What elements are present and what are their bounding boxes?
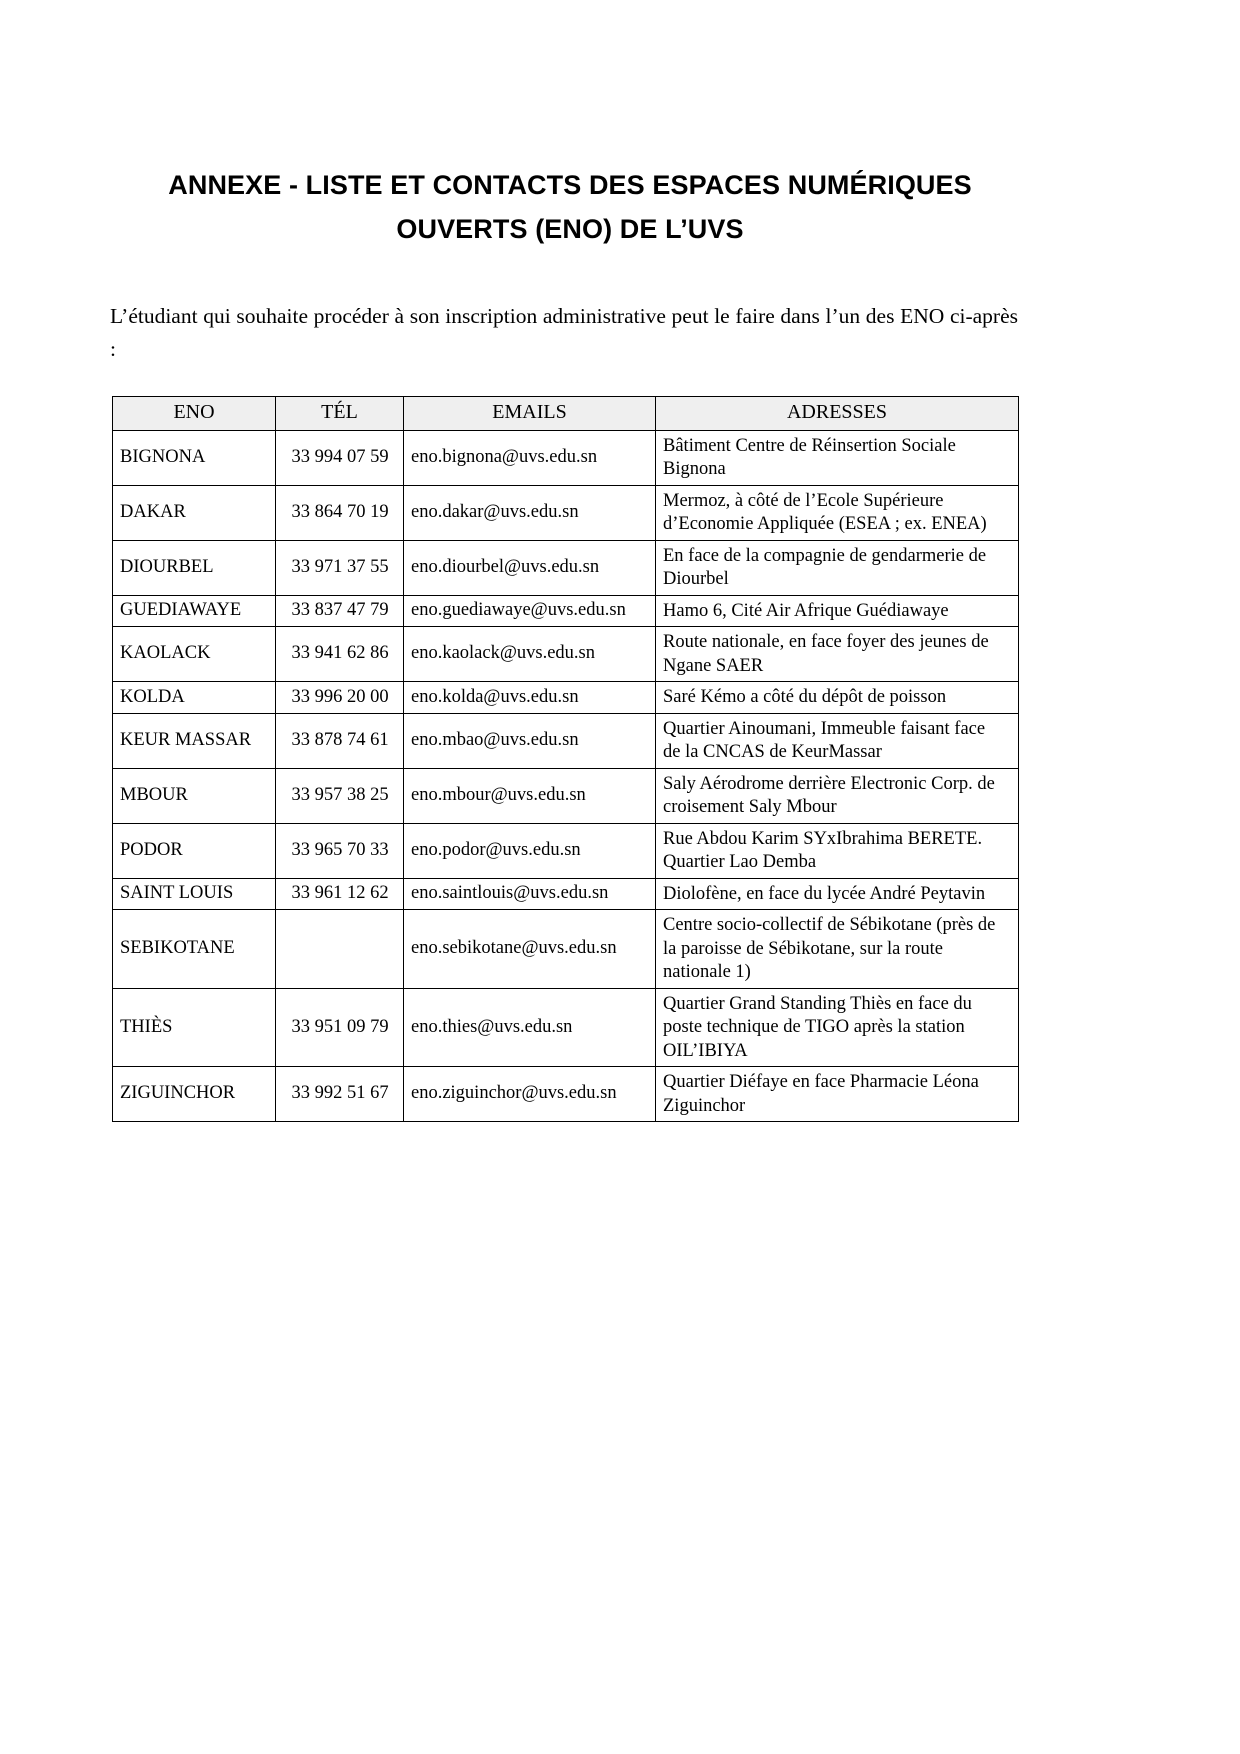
column-header-tel: TÉL — [276, 397, 404, 431]
address-line: Saré Kémo a côté du dépôt de poisson — [663, 687, 947, 707]
table-row — [113, 878, 1019, 910]
table-row — [113, 540, 1019, 595]
cell-address — [656, 878, 1019, 910]
table-body — [113, 430, 1019, 1122]
table-row — [113, 823, 1019, 878]
address-line: Quartier Lao Demba — [663, 852, 817, 872]
eno-contacts-table — [112, 396, 1019, 1122]
table-row — [113, 713, 1019, 768]
cell-address — [656, 713, 1019, 768]
table-row — [113, 595, 1019, 627]
table-row — [113, 430, 1019, 485]
cell-eno-name: DAKAR — [113, 485, 276, 540]
cell-email: eno.podor@uvs.edu.sn — [404, 823, 656, 878]
cell-address — [656, 1067, 1019, 1122]
cell-phone: 33 957 38 25 — [276, 768, 404, 823]
cell-phone: 33 965 70 33 — [276, 823, 404, 878]
cell-address — [656, 485, 1019, 540]
cell-address — [656, 768, 1019, 823]
cell-address — [656, 595, 1019, 627]
cell-email: eno.mbao@uvs.edu.sn — [404, 713, 656, 768]
cell-eno-name: KEUR MASSAR — [113, 713, 276, 768]
table-row — [113, 910, 1019, 989]
column-header-eno: ENO — [113, 397, 276, 431]
table-row — [113, 768, 1019, 823]
cell-phone: 33 971 37 55 — [276, 540, 404, 595]
address-line: Route nationale, en face foyer des jeunes de — [663, 632, 989, 652]
cell-eno-name: BIGNONA — [113, 430, 276, 485]
cell-email: eno.saintlouis@uvs.edu.sn — [404, 878, 656, 910]
cell-phone: 33 864 70 19 — [276, 485, 404, 540]
cell-email: eno.kolda@uvs.edu.sn — [404, 682, 656, 714]
cell-eno-name: SAINT LOUIS — [113, 878, 276, 910]
cell-address — [656, 988, 1019, 1067]
cell-address — [656, 430, 1019, 485]
address-line: Diourbel — [663, 569, 729, 589]
address-line: Bâtiment Centre de Réinsertion Sociale — [663, 435, 956, 456]
cell-email: eno.dakar@uvs.edu.sn — [404, 485, 656, 540]
address-line: Diolofène, en face du lycée André Peytavin — [663, 883, 986, 904]
table-row — [113, 485, 1019, 540]
address-line: Rue Abdou Karim SYxIbrahima BERETE. — [663, 828, 983, 849]
cell-eno-name: DIOURBEL — [113, 540, 276, 595]
eno-table-container — [112, 396, 1018, 1122]
cell-phone: 33 837 47 79 — [276, 595, 404, 627]
cell-phone: 33 951 09 79 — [276, 988, 404, 1067]
cell-email: eno.mbour@uvs.edu.sn — [404, 768, 656, 823]
address-line: de la CNCAS de KeurMassar — [663, 742, 882, 762]
cell-email: eno.diourbel@uvs.edu.sn — [404, 540, 656, 595]
cell-phone: 33 992 51 67 — [276, 1067, 404, 1122]
cell-phone: 33 941 62 86 — [276, 627, 404, 682]
address-line: d’Economie Appliquée (ESEA ; ex. ENEA) — [663, 514, 987, 534]
address-line: croisement Saly Mbour — [663, 797, 837, 817]
address-line: Quartier Diéfaye en face Pharmacie Léona — [663, 1072, 979, 1092]
cell-eno-name: KOLDA — [113, 682, 276, 714]
cell-eno-name: GUEDIAWAYE — [113, 595, 276, 627]
table-header-row — [113, 397, 1019, 431]
address-line: Quartier Ainoumani, Immeuble faisant face — [663, 718, 986, 739]
address-line: nationale 1) — [663, 962, 751, 982]
cell-address — [656, 540, 1019, 595]
cell-email: eno.kaolack@uvs.edu.sn — [404, 627, 656, 682]
address-line: Centre socio-collectif de Sébikotane (près de — [663, 915, 996, 935]
table-header — [113, 397, 1019, 431]
cell-eno-name: ZIGUINCHOR — [113, 1067, 276, 1122]
cell-eno-name: THIÈS — [113, 988, 276, 1067]
address-line: poste technique de TIGO après la station — [663, 1017, 965, 1037]
cell-eno-name: MBOUR — [113, 768, 276, 823]
cell-phone: 33 878 74 61 — [276, 713, 404, 768]
cell-phone: 33 994 07 59 — [276, 430, 404, 485]
table-row — [113, 1067, 1019, 1122]
column-header-emails: EMAILS — [404, 397, 656, 431]
address-line: Bignona — [663, 459, 726, 479]
cell-email: eno.sebikotane@uvs.edu.sn — [404, 910, 656, 989]
intro-paragraph: L’étudiant qui souhaite procéder à son inscription administrative peut le faire dans l’un des ENO ci-après : — [110, 303, 1018, 361]
cell-email: eno.bignona@uvs.edu.sn — [404, 430, 656, 485]
address-line: Quartier Grand Standing Thiès en face du — [663, 993, 972, 1014]
cell-email: eno.guediawaye@uvs.edu.sn — [404, 595, 656, 627]
cell-phone: 33 961 12 62 — [276, 878, 404, 910]
cell-email: eno.ziguinchor@uvs.edu.sn — [404, 1067, 656, 1122]
cell-eno-name: SEBIKOTANE — [113, 910, 276, 989]
cell-address — [656, 910, 1019, 989]
address-line: Mermoz, à côté de l’Ecole Supérieure — [663, 490, 944, 511]
cell-address — [656, 627, 1019, 682]
cell-phone — [276, 910, 404, 989]
cell-eno-name: PODOR — [113, 823, 276, 878]
cell-address — [656, 682, 1019, 714]
column-header-adresses: ADRESSES — [656, 397, 1019, 431]
cell-address — [656, 823, 1019, 878]
address-line: En face de la compagnie de gendarmerie de — [663, 545, 987, 566]
page-title: ANNEXE - LISTE ET CONTACTS DES ESPACES NUMÉRIQUES OUVERTS (ENO) DE L’UVS — [168, 170, 972, 244]
address-line: Ziguinchor — [663, 1095, 746, 1116]
cell-eno-name: KAOLACK — [113, 627, 276, 682]
cell-email: eno.thies@uvs.edu.sn — [404, 988, 656, 1067]
table-row — [113, 627, 1019, 682]
address-line: Hamo 6, Cité Air Afrique Guédiawaye — [663, 600, 949, 621]
address-line: la paroisse de Sébikotane, sur la route — [663, 938, 943, 959]
address-line: Saly Aérodrome derrière Electronic Corp. de — [663, 773, 995, 794]
address-line: Ngane SAER — [663, 655, 764, 676]
cell-phone: 33 996 20 00 — [276, 682, 404, 714]
table-row — [113, 988, 1019, 1067]
table-row — [113, 682, 1019, 714]
address-line: OIL’IBIYA — [663, 1040, 748, 1061]
